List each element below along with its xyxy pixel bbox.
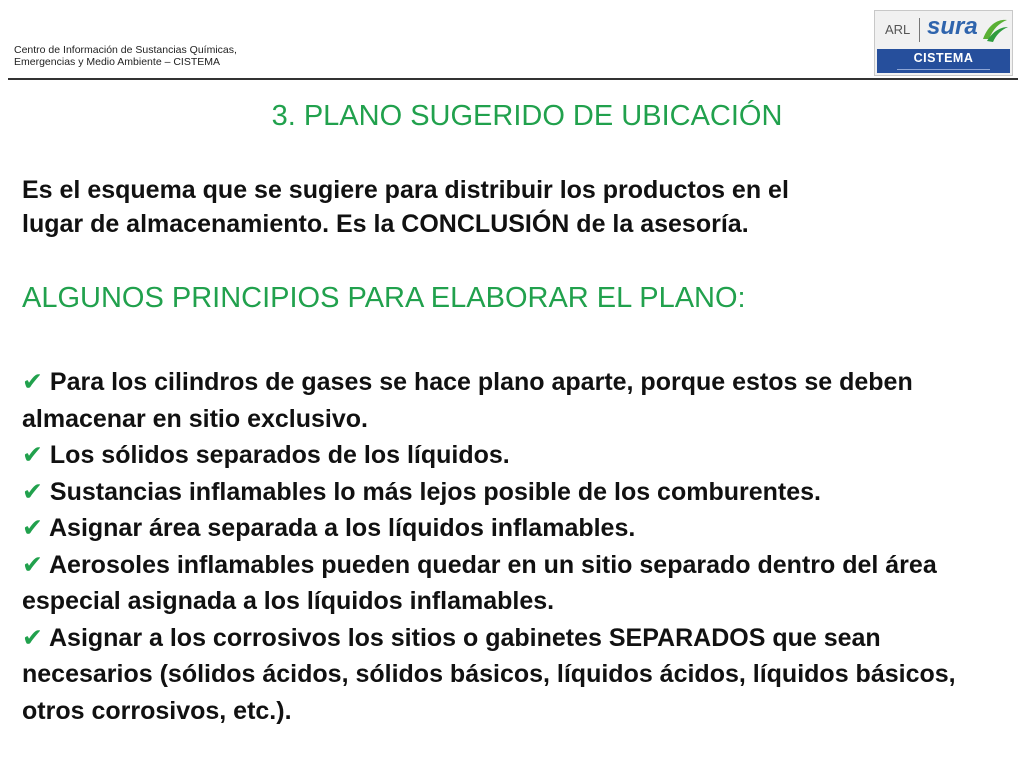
checkmark-icon: ✔ (22, 623, 43, 652)
organization-name-line2: Emergencias y Medio Ambiente – CISTEMA (14, 56, 221, 68)
logo-cistema-band (877, 49, 1010, 73)
logo-band-underline (897, 69, 990, 70)
list-item-text: Para los cilindros de gases se hace plano aparte, porque estos se deben almacenar en sitio exclusivo. (22, 368, 913, 433)
logo-cistema-text: CISTEMA (913, 51, 974, 65)
logo-arl-text: ARL (885, 22, 911, 37)
list-item (22, 510, 1007, 547)
intro-paragraph (22, 173, 1002, 241)
leaf-swoosh-icon (981, 17, 1009, 43)
list-item-text: Los sólidos separados de los líquidos. (49, 441, 510, 469)
checkmark-icon: ✔ (22, 514, 43, 542)
organization-name (14, 44, 237, 68)
list-item (22, 474, 1007, 511)
list-item (22, 620, 1007, 730)
list-item (22, 547, 1007, 620)
intro-line1: Es el esquema que se sugiere para distribuir los productos en el (22, 176, 789, 204)
list-item-text: Asignar área separada a los líquidos inflamables. (48, 514, 636, 542)
intro-line2: lugar de almacenamiento. Es la CONCLUSIÓN de la asesoría. (22, 210, 749, 238)
list-item-text: Aerosoles inflamables pueden quedar en un sitio separado dentro del área especial asignada a los líquidos inflamables. (22, 550, 937, 615)
list-item-text: Asignar a los corrosivos los sitios o gabinetes SEPARADOS que sean necesarios (sólidos ácidos, sólidos básicos, líquidos ácidos, líquidos básicos, otros corrosivos, etc.). (22, 623, 956, 725)
logo-separator (919, 18, 920, 42)
principles-list (22, 364, 1007, 729)
checkmark-icon: ✔ (22, 550, 43, 579)
logo-top (875, 11, 1012, 49)
slide-title: 3. PLANO SUGERIDO DE UBICACIÓN (271, 100, 783, 132)
header-divider (8, 78, 1018, 80)
checkmark-icon: ✔ (22, 441, 43, 469)
logo-sura-text: sura (927, 13, 978, 40)
list-item (22, 437, 1007, 474)
checkmark-icon: ✔ (22, 368, 43, 396)
section-subtitle: ALGUNOS PRINCIPIOS PARA ELABORAR EL PLANO: (22, 282, 746, 314)
checkmark-icon: ✔ (22, 477, 43, 506)
list-item-text: Sustancias inflamables lo más lejos posible de los comburentes. (49, 477, 821, 506)
list-item (22, 364, 1007, 437)
organization-name-line1: Centro de Información de Sustancias Químicas, (14, 44, 237, 56)
arl-sura-cistema-logo (874, 10, 1013, 76)
